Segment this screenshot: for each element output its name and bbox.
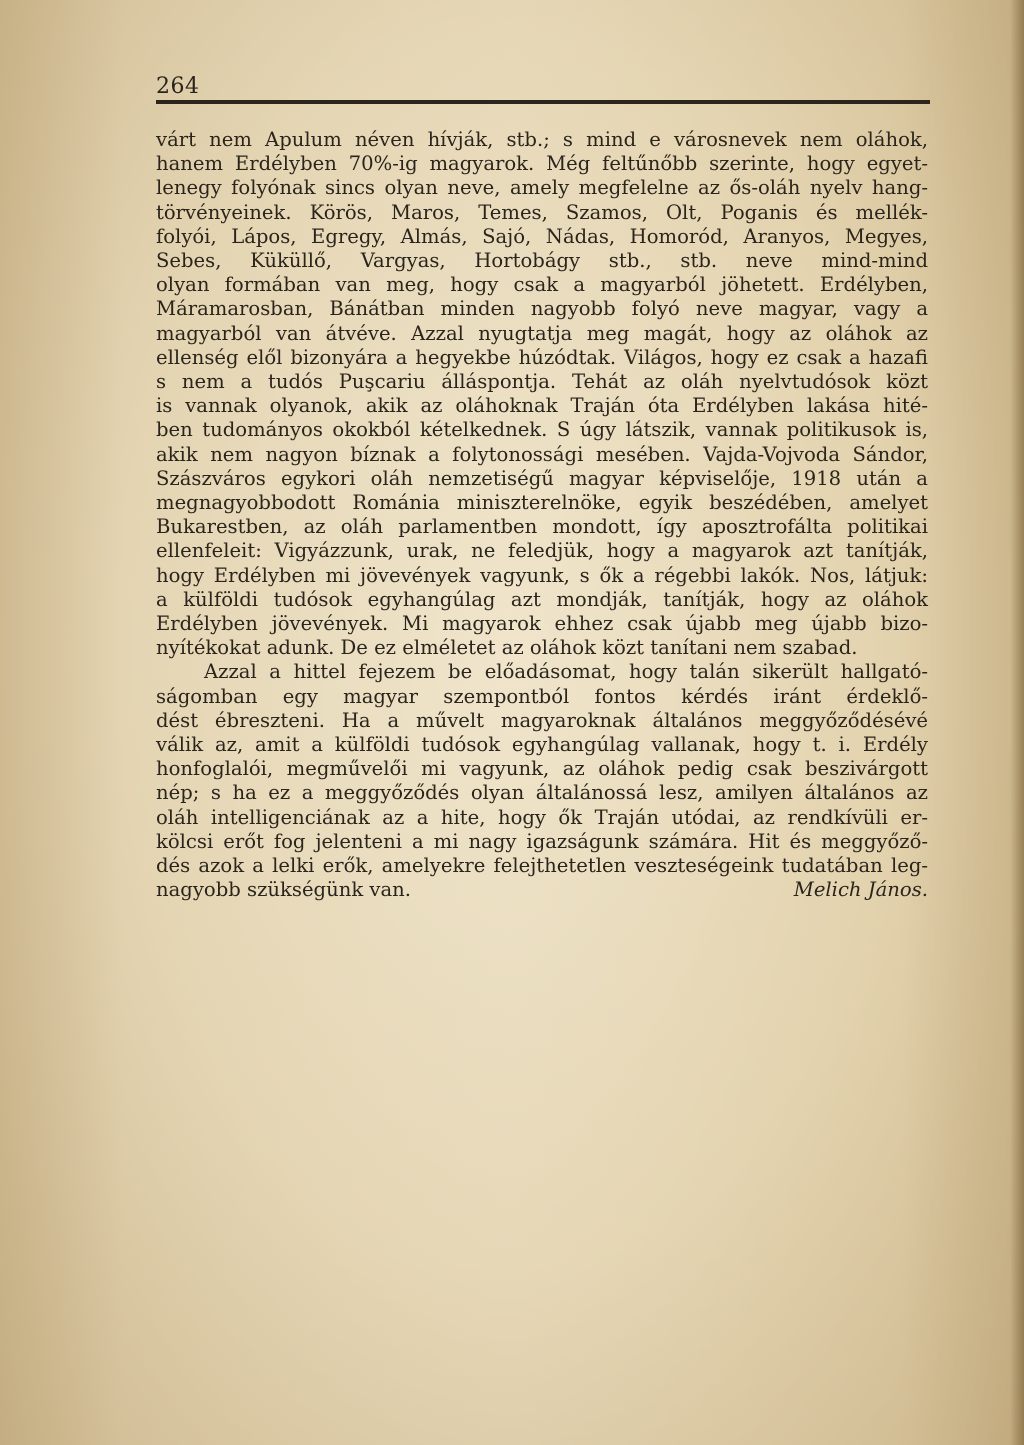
text-line: várt nem Apulum néven hívják, stb.; s mind e városnevek nem oláhok, [156, 128, 928, 151]
text-line: dés azok a lelki erők, amelyekre felejthetetlen veszteségeink tudatában leg- [156, 854, 928, 878]
text-line: nyítékokat adunk. De ez elméletet az oláhok közt tanítani nem szabad. [156, 636, 858, 660]
text-line: Máramarosban, Bánátban minden nagyobb folyó neve magyar, vagy a [156, 297, 928, 321]
paragraph-1 [156, 128, 928, 660]
text-line: oláh intelligenciának az a hite, hogy ők Traján utódai, az rendkívüli er- [156, 805, 928, 829]
text-line: ellenség elől bizonyára a hegyekbe húzódtak. Világos, hogy ez csak a hazafi [156, 345, 928, 369]
text-line: folyói, Lápos, Egregy, Almás, Sajó, Nádas, Homoród, Aranyos, Megyes, [156, 224, 928, 248]
text-line: Sebes, Küküllő, Vargyas, Hortobágy stb., stb. neve mind-mind [156, 249, 928, 273]
text-line: magyarból van átvéve. Azzal nyugtatja meg magát, hogy az oláhok az [156, 321, 928, 345]
text-line: Szászváros egykori oláh nemzetiségű magyar képviselője, 1918 után a [156, 466, 928, 490]
text-line: lenegy folyónak sincs olyan neve, amely megfelelne az ős-oláh nyelv hang- [156, 176, 928, 200]
text-line: Azzal a hittel fejezem be előadásomat, hogy talán sikerült hallgató- [204, 660, 928, 684]
text-line: ságomban egy magyar szempontból fontos kérdés iránt érdeklő- [156, 684, 928, 708]
text-line: ellenfeleit: Vigyázzunk, urak, ne feledjük, hogy a magyarok azt tanítják, [156, 539, 928, 563]
text-line: törvényeinek. Körös, Maros, Temes, Szamos, Olt, Poganis és mellék- [156, 200, 928, 224]
text-line: olyan formában van meg, hogy csak a magyarból jöhetett. Erdélyben, [156, 273, 928, 297]
text-line: dést ébreszteni. Ha a művelt magyaroknak általános meggyőződésévé [156, 708, 928, 732]
text-line: Erdélyben jövevények. Mi magyarok ehhez csak újabb meg újabb bizo- [156, 612, 928, 636]
page-number: 264 [156, 74, 200, 99]
text-line: hanem Erdélyben 70%-ig magyarok. Még feltűnőbb szerinte, hogy egyet- [156, 152, 928, 176]
header-rule [156, 100, 930, 104]
text-line: válik az, amit a külföldi tudósok egyhangúlag vallanak, hogy t. i. Erdély [156, 733, 928, 757]
text-line: s nem a tudós Puşcariu álláspontja. Tehát az oláh nyelvtudósok közt [156, 370, 928, 394]
text-line: a külföldi tudósok egyhangúlag azt mondják, tanítják, hogy az oláhok [156, 587, 928, 611]
body-text [156, 128, 928, 903]
text-line: nép; s ha ez a meggyőződés olyan általánossá lesz, amilyen általános az [156, 781, 928, 805]
paragraph-2 [156, 660, 928, 902]
text-line: Bukarestben, az oláh parlamentben mondott, így aposztrofálta politikai [156, 515, 928, 539]
text-line: ben tudományos okokból kételkednek. S úgy látszik, vannak politikusok is, [156, 418, 928, 442]
text-line: nagyobb szükségünk van. [156, 878, 412, 902]
text-line: megnagyobbodott Románia miniszterelnöke, egyik beszédében, amelyet [156, 491, 928, 515]
final-line [156, 878, 928, 902]
author-signature: Melich János. [793, 878, 928, 902]
text-line: akik nem nagyon bíznak a folytonossági mesében. Vajda-Vojvoda Sándor, [156, 442, 928, 466]
text-line: kölcsi erőt fog jelenteni a mi nagy igazságunk számára. Hit és meggyőző- [156, 829, 928, 853]
text-line: honfoglalói, megművelői mi vagyunk, az oláhok pedig csak beszivárgott [156, 757, 928, 781]
text-line: hogy Erdélyben mi jövevények vagyunk, s ők a régebbi lakók. Nos, látjuk: [156, 563, 928, 587]
text-line: is vannak olyanok, akik az oláhoknak Traján óta Erdélyben lakása hité- [156, 394, 928, 418]
